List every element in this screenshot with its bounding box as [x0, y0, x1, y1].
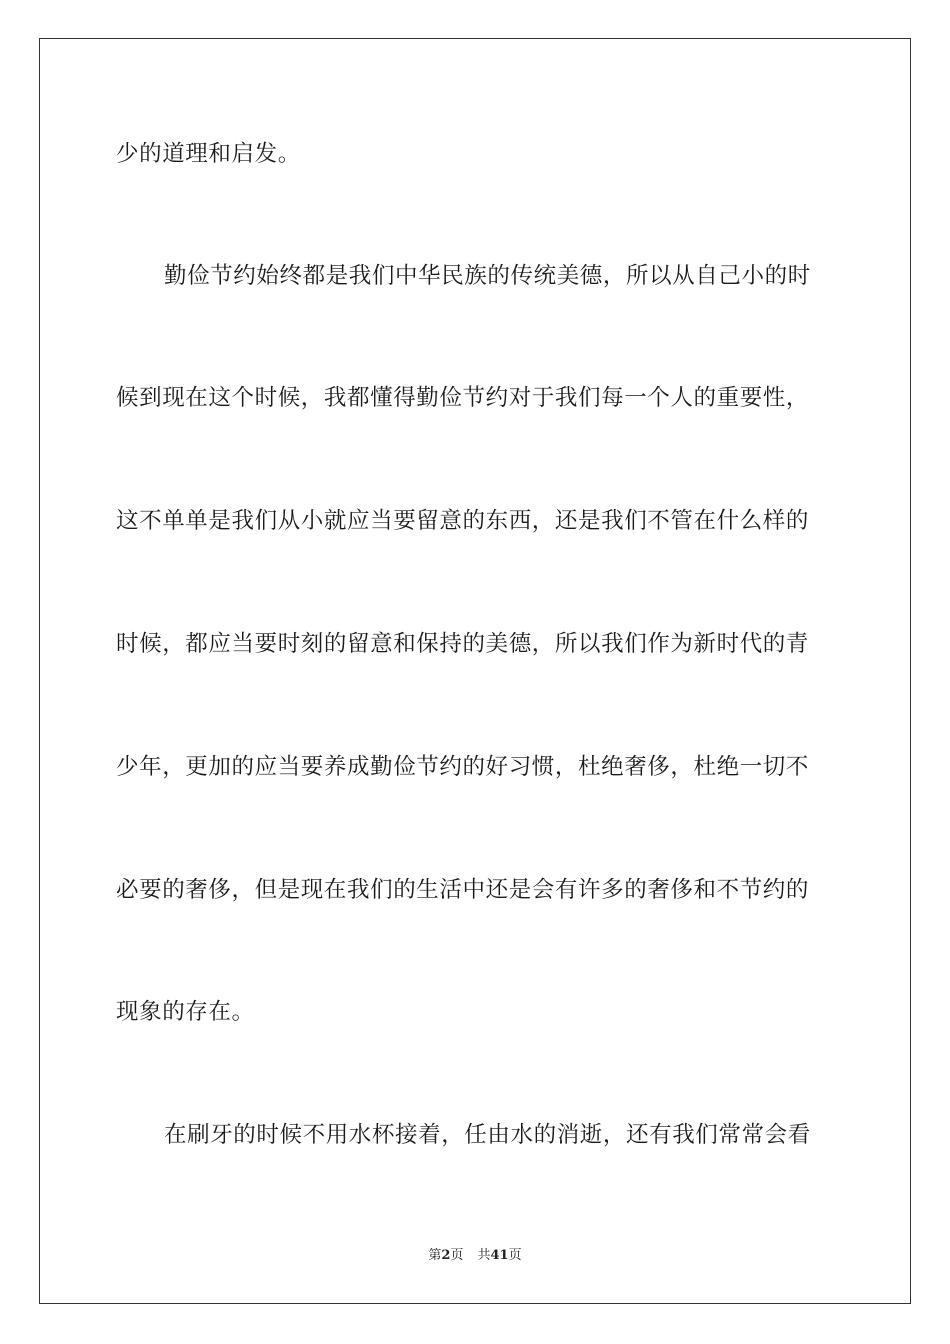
total-pages: 41 [490, 1248, 509, 1263]
text-line: 少年，更加的应当要养成勤俭节约的好习惯，杜绝奢侈，杜绝一切不 [116, 754, 810, 780]
text-line: 这不单单是我们从小就应当要留意的东西，还是我们不管在什么样的 [116, 508, 810, 534]
text-line: 候到现在这个时候，我都懂得勤俭节约对于我们每一个人的重要性， [116, 385, 810, 411]
text-line: 少的道理和启发。 [116, 141, 301, 167]
page-border [39, 38, 911, 1304]
text-line: 现象的存在。 [116, 999, 255, 1025]
page-label-suffix: 页 [450, 1248, 464, 1263]
page-label-prefix: 第 [428, 1248, 442, 1263]
paragraph-start-line: 在刷牙的时候不用水杯接着，任由水的消逝，还有我们常常会看 [164, 1122, 811, 1148]
page-number: 2 [441, 1248, 451, 1263]
page-footer [0, 1247, 950, 1265]
total-label-prefix: 共 [477, 1248, 491, 1263]
total-label-suffix: 页 [508, 1248, 522, 1263]
text-line: 必要的奢侈，但是现在我们的生活中还是会有许多的奢侈和不节约的 [116, 877, 810, 903]
paragraph-start-line: 勤俭节约始终都是我们中华民族的传统美德，所以从自己小的时 [164, 263, 811, 289]
text-line: 时候，都应当要时刻的留意和保持的美德，所以我们作为新时代的青 [116, 631, 810, 657]
